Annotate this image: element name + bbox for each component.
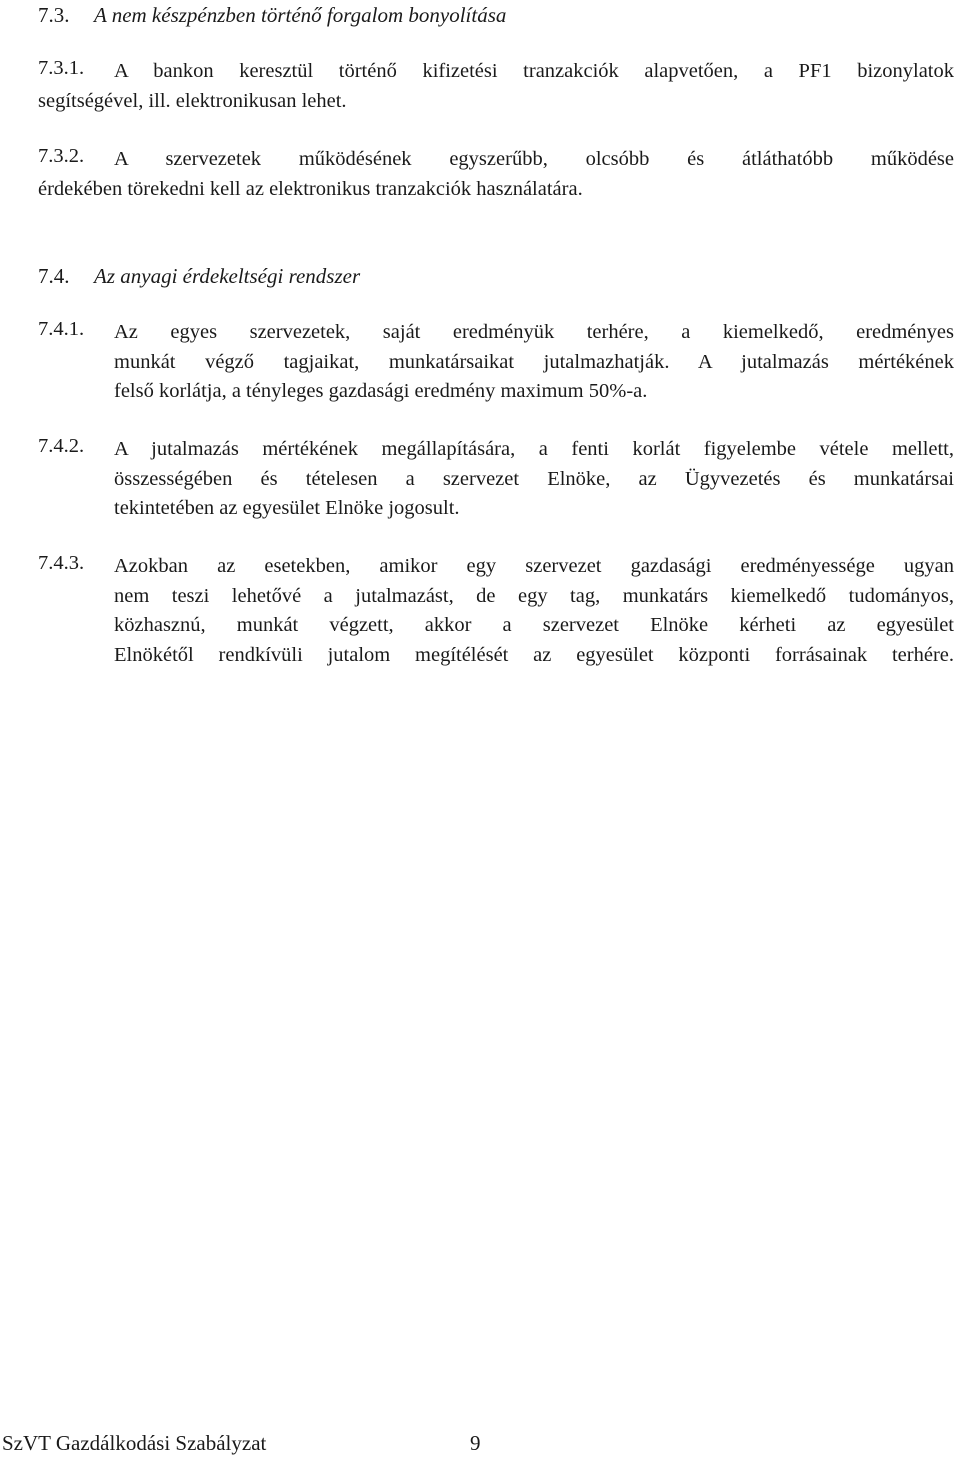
paragraph-body [114, 435, 954, 524]
paragraph-number: 7.4.1. [38, 318, 85, 340]
paragraph-number: 7.3.1. [38, 57, 85, 79]
section-title: A nem készpénzben történő forgalom bonyolítása [94, 3, 507, 27]
section-title: Az anyagi érdekeltségi rendszer [94, 264, 361, 288]
paragraph-line: felső korlátja, a tényleges gazdasági eredmény maximum 50%-a. [114, 380, 648, 402]
paragraph-line: A bankon keresztül történő kifizetési tranzakciók alapvetően, a PF1 bizonylatok [114, 60, 954, 82]
paragraph-line: A szervezetek működésének egyszerűbb, olcsóbb és átláthatóbb működése [114, 148, 954, 170]
footer-page-number: 9 [470, 1431, 481, 1455]
paragraph-line: Az egyes szervezetek, saját eredményük terhére, a kiemelkedő, eredményes [114, 321, 954, 343]
paragraph-number: 7.3.2. [38, 145, 85, 167]
paragraph-line: összességében és tételesen a szervezet Elnöke, az Ügyvezetés és munkatársai [114, 467, 954, 490]
paragraph-line: érdekében törekedni kell az elektronikus tranzakciók használatára. [38, 177, 583, 200]
section-heading-7-4 [38, 262, 938, 290]
section-number: 7.3. [38, 3, 70, 27]
section-number: 7.4. [38, 264, 70, 288]
paragraph-line: tekintetében az egyesület Elnöke jogosult. [114, 497, 460, 519]
footer-document-title: SzVT Gazdálkodási Szabályzat [2, 1431, 267, 1455]
paragraph-line: Elnökétől rendkívüli jutalom megítélését az egyesület központi forrásainak terhére. [114, 643, 954, 666]
paragraph-line: nem teszi lehetővé a jutalmazást, de egy tag, munkatárs kiemelkedő tudományos, [114, 584, 954, 607]
paragraph-line: A jutalmazás mértékének megállapítására, a fenti korlát figyelembe vétele mellett, [114, 438, 954, 460]
page-footer [0, 1431, 960, 1461]
paragraph-line: Azokban az esetekben, amikor egy szervezet gazdasági eredményessége ugyan [114, 555, 954, 577]
paragraph-number: 7.4.2. [38, 435, 85, 457]
paragraph-line: munkát végző tagjaikat, munkatársaikat jutalmazhatják. A jutalmazás mértékének [114, 350, 954, 373]
section-heading-7-3 [38, 1, 938, 29]
paragraph-line: segítségével, ill. elektronikusan lehet. [38, 89, 347, 112]
paragraph-body [114, 552, 954, 670]
paragraph-body [114, 318, 954, 407]
paragraph-line: közhasznú, munkát végzett, akkor a szervezet Elnöke kérheti az egyesület [114, 614, 954, 636]
paragraph-number: 7.4.3. [38, 552, 85, 574]
